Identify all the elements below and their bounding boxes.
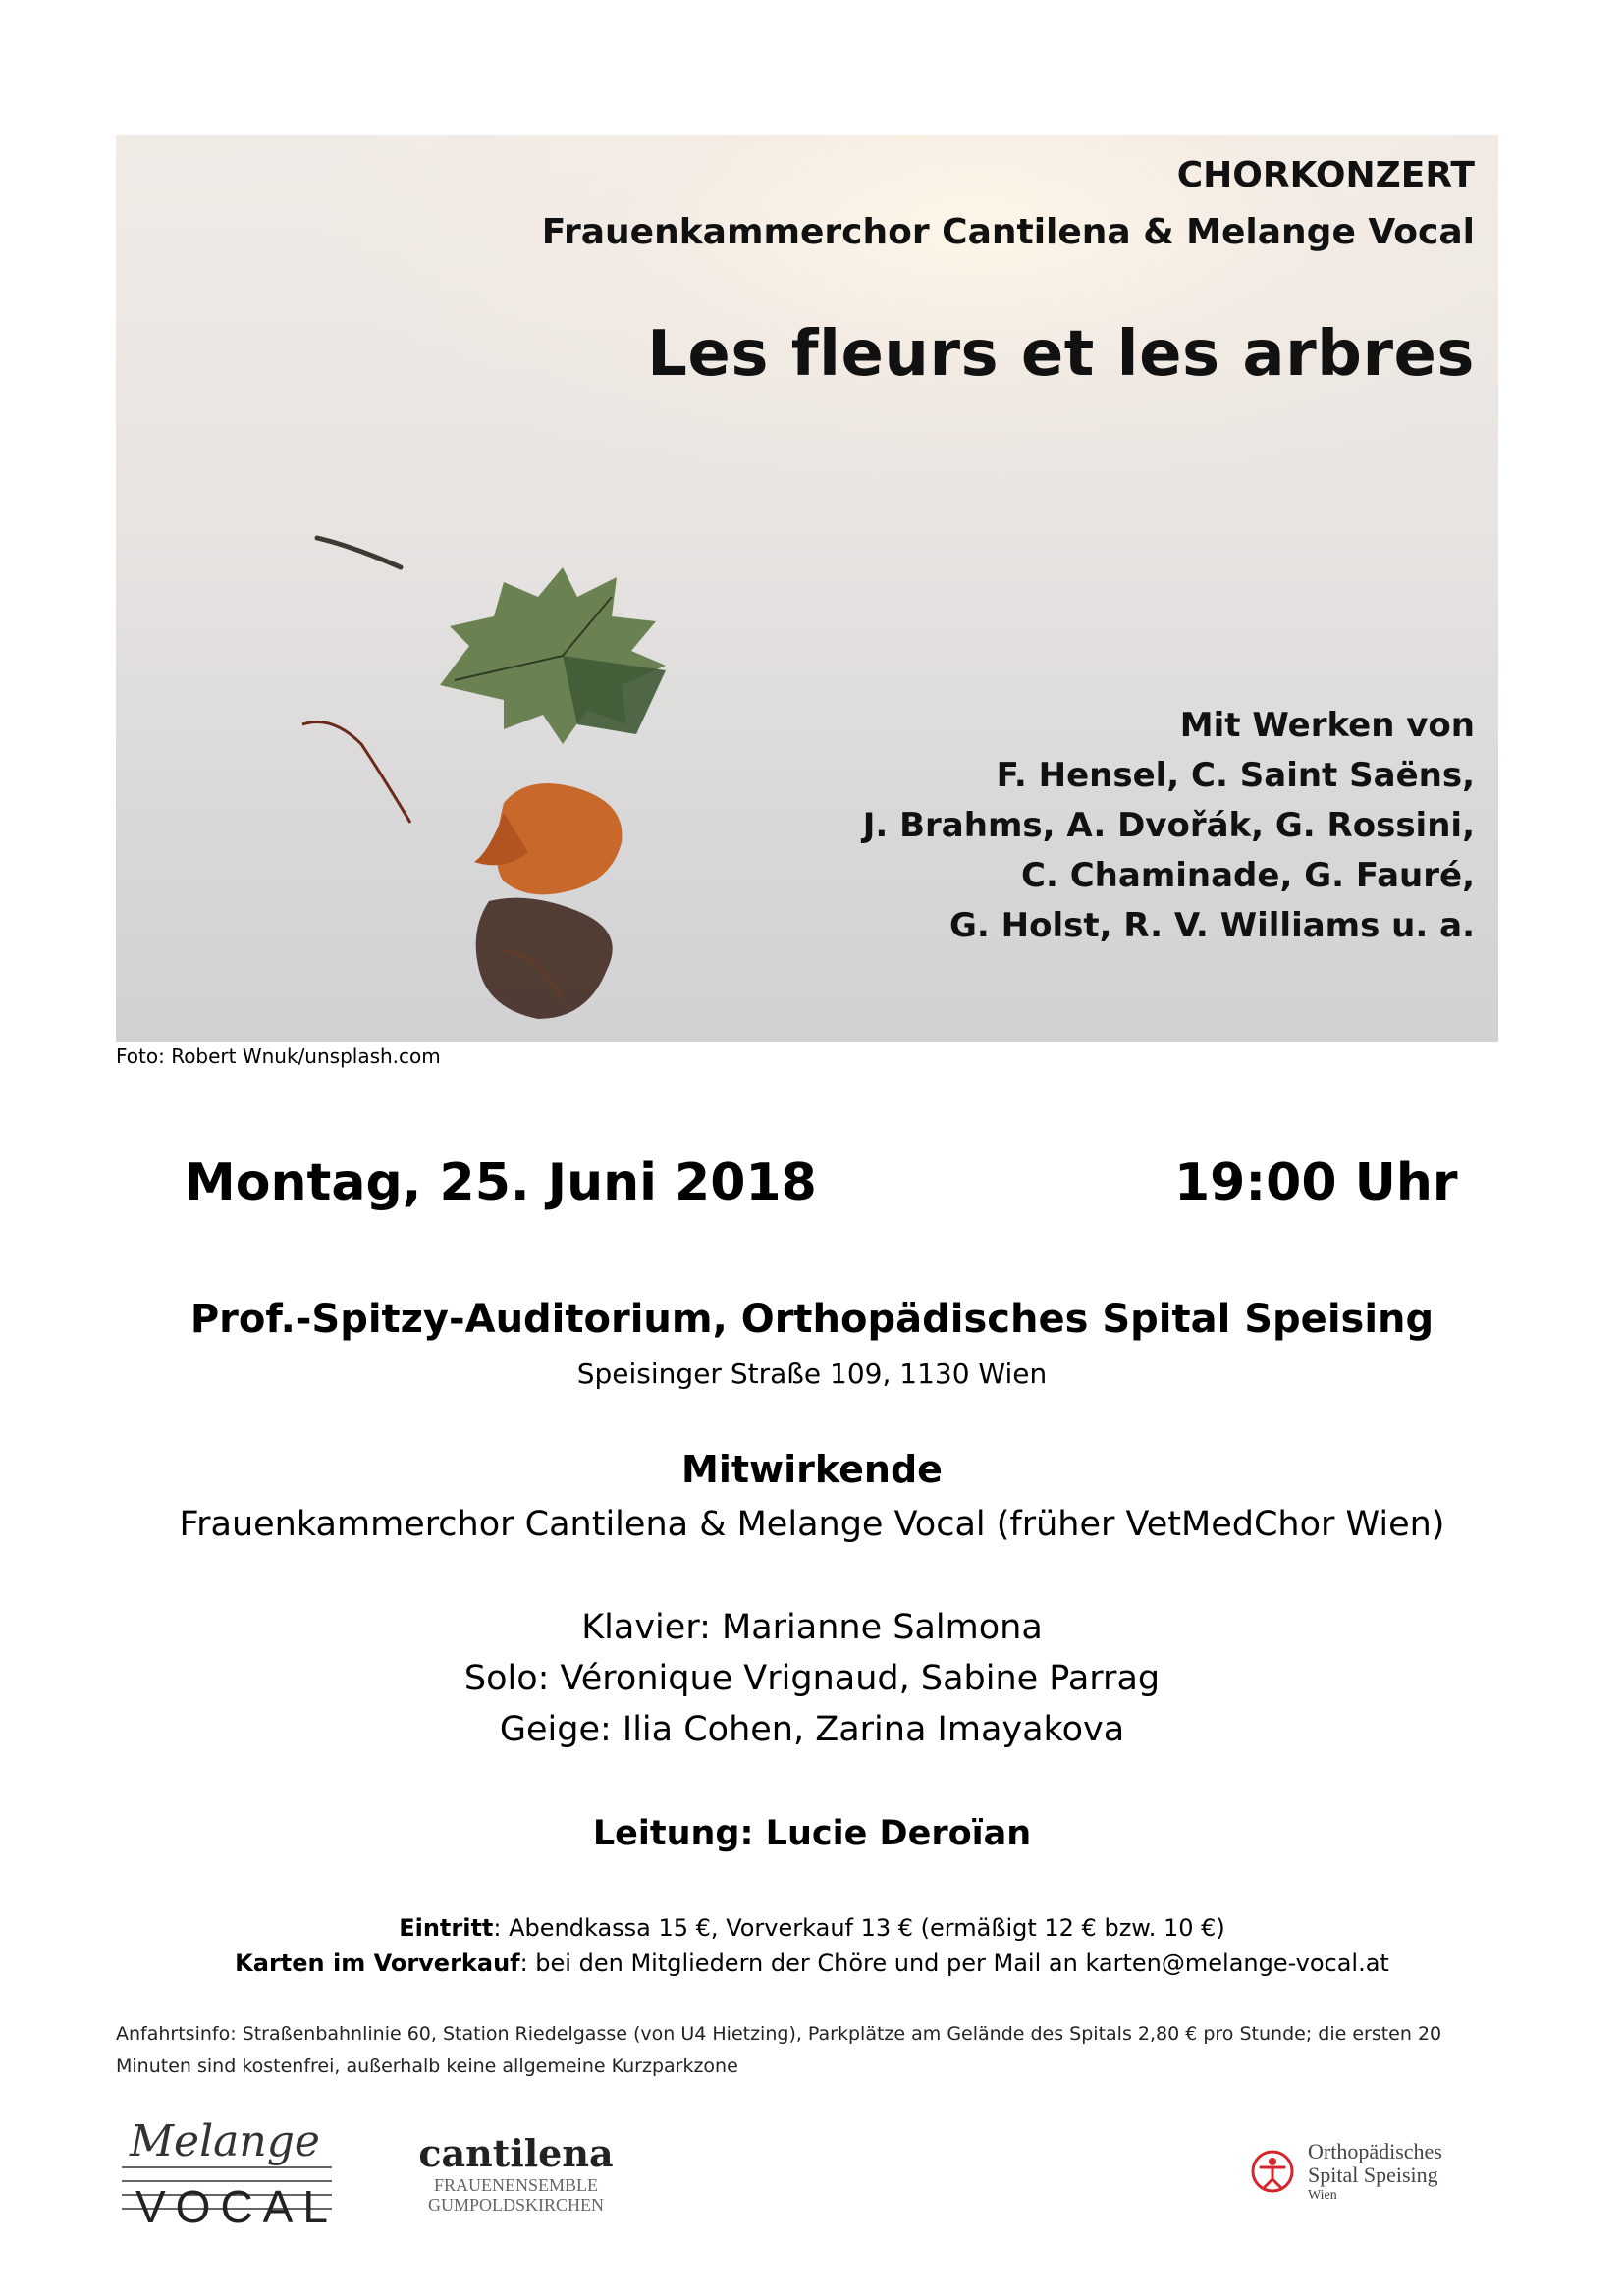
venue-name: Prof.-Spitzy-Auditorium, Orthopädisches Spital Speising (189, 1297, 1435, 1342)
works-line: J. Brahms, A. Dvořák, G. Rossini, (862, 806, 1475, 845)
works-line: Mit Werken von (1179, 706, 1475, 745)
performers-heading: Mitwirkende (681, 1448, 943, 1491)
spital-emblem-icon (1247, 2146, 1306, 2205)
presale-label: Karten im Vorverkauf (235, 1949, 520, 1977)
green-leaf-icon (440, 567, 666, 744)
spital-line3: Wien (1308, 2188, 1337, 2203)
melange-script-text: Melange (130, 2116, 320, 2166)
spital-line1: Orthopädisches (1308, 2139, 1442, 2163)
venue-address: Speisinger Straße 109, 1130 Wien (576, 1358, 1048, 1390)
spital-line2: Spital Speising (1308, 2163, 1438, 2187)
presale-info (0, 1949, 1624, 1977)
works-list (863, 701, 1475, 951)
photo-credit: Foto: Robert Wnuk/unsplash.com (116, 1044, 441, 1068)
performer-piano: Klavier: Marianne Salmona (581, 1608, 1043, 1647)
performer-violin: Geige: Ilia Cohen, Zarina Imayakova (499, 1710, 1125, 1749)
entry-label: Eintritt (399, 1914, 494, 1942)
event-date: Montag, 25. Juni 2018 (185, 1153, 817, 1212)
concert-title: Les fleurs et les arbres (647, 318, 1475, 391)
works-line: C. Chaminade, G. Fauré, (1021, 856, 1475, 895)
works-line: G. Holst, R. V. Williams u. a. (948, 906, 1475, 945)
cantilena-sub1: FRAUENENSEMBLE (433, 2175, 598, 2195)
cantilena-name: cantilena (418, 2131, 614, 2175)
presale-text: : bei den Mitgliedern der Chöre und per Mail an karten@melange-vocal.at (519, 1949, 1389, 1977)
cantilena-logo (410, 2132, 622, 2220)
works-line: F. Hensel, C. Saint Saëns, (996, 756, 1475, 795)
melange-vocal-logo (116, 2110, 367, 2236)
spital-speising-logo (1247, 2140, 1502, 2218)
choirs-subtitle: Frauenkammerchor Cantilena & Melange Vocal (541, 212, 1475, 252)
entry-prices (0, 1914, 1624, 1942)
melange-caps-text: VOCAL (135, 2181, 338, 2232)
directions-info: Anfahrtsinfo: Straßenbahnlinie 60, Station Riedelgasse (von U4 Hietzing), Parkplätze am Gelände des Spitals 2,80 € pro Stunde; die ersten 20 Minuten sind kostenfrei, außerhalb keine allgemeine Kurzparkzone (116, 2023, 1442, 2077)
concert-label: CHORKONZERT (1176, 155, 1475, 195)
cantilena-sub2: GUMPOLDSKIRCHEN (427, 2195, 604, 2215)
performer-solo: Solo: Véronique Vrignaud, Sabine Parrag (463, 1659, 1161, 1698)
event-time: 19:00 Uhr (1174, 1153, 1458, 1212)
orange-leaf-icon (474, 783, 622, 1019)
performers-choirs: Frauenkammerchor Cantilena & Melange Vocal (früher VetMedChor Wien) (179, 1505, 1445, 1544)
entry-text: : Abendkassa 15 €, Vorverkauf 13 € (ermäßigt 12 € bzw. 10 €) (493, 1914, 1225, 1942)
conductor: Leitung: Lucie Deroïan (592, 1814, 1032, 1853)
hero-photo (116, 135, 1498, 1042)
